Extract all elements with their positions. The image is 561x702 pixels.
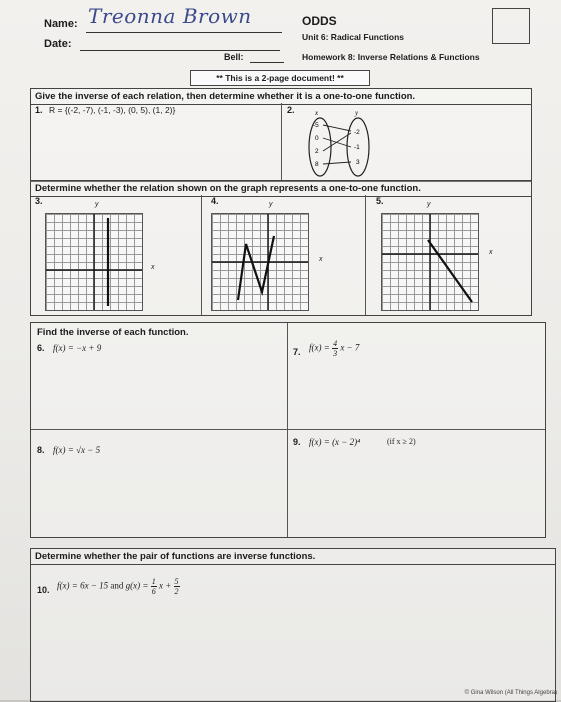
section3-vertical-divider bbox=[287, 323, 288, 537]
bell-line bbox=[250, 62, 284, 63]
domain-value-2: 0 bbox=[315, 135, 319, 142]
q7-function bbox=[309, 339, 359, 358]
q3-number: 3. bbox=[35, 196, 43, 206]
q10-number: 10. bbox=[37, 585, 50, 595]
section-inverse-pairs bbox=[30, 548, 556, 702]
section-inverse-relations bbox=[30, 88, 532, 182]
q1-number: 1. bbox=[35, 105, 43, 115]
section4-title: Determine whether the pair of functions are inverse functions. bbox=[31, 549, 555, 565]
graph-5-x-label: x bbox=[489, 249, 493, 256]
q4-number: 4. bbox=[211, 196, 219, 206]
section3-horizontal-divider bbox=[31, 429, 545, 430]
q5-number: 5. bbox=[376, 196, 384, 206]
bell-label: Bell: bbox=[224, 52, 244, 62]
name-label: Name: bbox=[44, 18, 78, 30]
q10-g-mid: x + bbox=[158, 580, 172, 591]
section1-title: Give the inverse of each relation, then determine whether it is a one-to-one function. bbox=[31, 89, 531, 105]
q9-condition: (if x ≥ 2) bbox=[387, 437, 416, 446]
divider-4-5 bbox=[365, 195, 366, 315]
q10-functions bbox=[57, 577, 180, 596]
unit-title: Unit 6: Radical Functions bbox=[302, 32, 405, 42]
mapping-x-header: x bbox=[315, 109, 319, 117]
name-line bbox=[86, 32, 282, 33]
section3-title: Find the inverse of each function. bbox=[37, 327, 189, 338]
graph-4 bbox=[211, 213, 309, 311]
score-box bbox=[492, 8, 530, 44]
section-find-inverse bbox=[30, 322, 546, 538]
student-name-handwriting: Treonna Brown bbox=[88, 4, 252, 28]
graph-5-line bbox=[428, 240, 472, 302]
graph-5-y-label: y bbox=[427, 201, 431, 208]
graph-3-y-label: y bbox=[95, 201, 99, 208]
q8-number: 8. bbox=[37, 445, 45, 455]
mapping-y-header: y bbox=[355, 109, 359, 117]
graph-4-plot bbox=[212, 214, 308, 310]
graph-3 bbox=[45, 213, 143, 311]
course-title: ODDS bbox=[302, 14, 337, 28]
q2-number: 2. bbox=[287, 105, 295, 115]
graph-4-y-label: y bbox=[269, 201, 273, 208]
domain-value-4: 8 bbox=[315, 161, 319, 168]
range-value-2: -1 bbox=[354, 144, 360, 151]
graph-5-plot bbox=[382, 214, 478, 310]
q9-function: f(x) = (x − 2)⁴ bbox=[309, 437, 361, 447]
q7-rhs: x − 7 bbox=[340, 342, 360, 353]
q7-lhs: f(x) = bbox=[309, 342, 330, 353]
graph-3-x-label: x bbox=[151, 264, 155, 271]
range-value-1: -2 bbox=[354, 129, 360, 136]
q10-fraction-2: $\frac{5}{2}$ bbox=[174, 577, 179, 596]
date-line bbox=[80, 50, 280, 51]
date-label: Date: bbox=[44, 38, 72, 50]
q10-and: and bbox=[110, 580, 124, 591]
q9-number: 9. bbox=[293, 437, 301, 447]
section2-title: Determine whether the relation shown on the graph represents a one-to-one function. bbox=[31, 181, 531, 197]
q10-fraction-1: $\frac{1}{6}$ bbox=[151, 577, 156, 596]
q6-number: 6. bbox=[37, 343, 45, 353]
domain-value-3: 2 bbox=[315, 148, 319, 155]
notice-text: ** This is a 2-page document! ** bbox=[216, 73, 344, 83]
notice-box bbox=[190, 70, 370, 86]
q10-g-lhs: g(x) = bbox=[125, 580, 149, 591]
graph-3-plot bbox=[46, 214, 142, 310]
q7-number: 7. bbox=[293, 347, 301, 357]
q10-f: f(x) = 6x − 15 bbox=[57, 580, 109, 591]
q6-function: f(x) = −x + 9 bbox=[53, 343, 102, 353]
divider-3-4 bbox=[201, 195, 202, 315]
homework-title: Homework 8: Inverse Relations & Functions bbox=[302, 52, 480, 62]
q1-relation: R = {(-2, -7), (-1, -3), (0, 5), (1, 2)} bbox=[49, 105, 176, 115]
copyright-footer: © Gina Wilson (All Things Algebra) bbox=[464, 690, 557, 696]
graph-5 bbox=[381, 213, 479, 311]
graph-4-x-label: x bbox=[319, 256, 323, 263]
q1-q2-divider bbox=[281, 103, 282, 181]
q8-function: f(x) = √x − 5 bbox=[53, 445, 101, 455]
section-graphs bbox=[30, 180, 532, 316]
range-value-3: 3 bbox=[356, 159, 360, 166]
domain-value-1: -5 bbox=[313, 122, 319, 129]
q2-mapping-diagram bbox=[307, 107, 377, 179]
q7-fraction: $\frac{4}{3}$ bbox=[333, 339, 338, 358]
